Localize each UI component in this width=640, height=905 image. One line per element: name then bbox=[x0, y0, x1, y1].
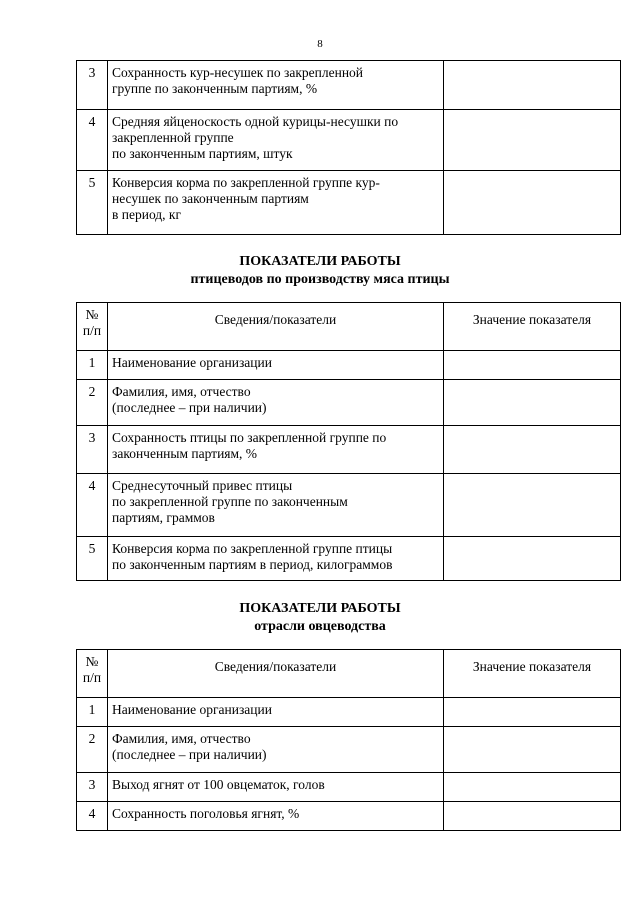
table-row bbox=[77, 61, 621, 110]
indicator-line: несушек по законченным партиям bbox=[112, 191, 309, 206]
indicator-cell bbox=[108, 537, 444, 581]
indicator-line: Фамилия, имя, отчество bbox=[112, 731, 251, 746]
table-row bbox=[77, 380, 621, 426]
indicator-line: Средняя яйценоскость одной курицы-несушки по bbox=[112, 114, 399, 129]
indicator-cell bbox=[108, 698, 444, 727]
page-number: 8 bbox=[317, 38, 323, 50]
table-row bbox=[77, 426, 621, 474]
value-cell[interactable] bbox=[444, 380, 621, 426]
indicator-cell bbox=[108, 727, 444, 773]
row-number: 2 bbox=[77, 727, 108, 773]
indicator-line: в период, кг bbox=[112, 207, 182, 222]
indicator-line: Среднесуточный привес птицы bbox=[112, 478, 293, 493]
indicator-line: по законченным партиям, штук bbox=[112, 146, 293, 161]
section-subtitle: отрасли овцеводства bbox=[254, 619, 386, 634]
indicator-line: по законченным партиям в период, килограммов bbox=[112, 557, 393, 572]
indicator-line: (последнее – при наличии) bbox=[112, 400, 267, 415]
value-cell[interactable] bbox=[444, 61, 621, 110]
indicator-cell bbox=[108, 171, 444, 235]
indicator-line: Выход ягнят от 100 овцематок, голов bbox=[112, 777, 325, 792]
indicator-cell bbox=[108, 61, 444, 110]
header-value: Значение показателя bbox=[444, 650, 621, 698]
table-row bbox=[77, 537, 621, 581]
indicator-line: Сохранность кур-несушек по закрепленной bbox=[112, 65, 364, 80]
indicator-cell bbox=[108, 474, 444, 537]
row-number: 5 bbox=[77, 537, 108, 581]
row-number: 3 bbox=[77, 61, 108, 110]
section-subtitle: птицеводов по производству мяса птицы bbox=[190, 272, 450, 287]
row-number: 5 bbox=[77, 171, 108, 235]
indicator-line: закрепленной группе bbox=[112, 130, 234, 145]
section-title: ПОКАЗАТЕЛИ РАБОТЫ bbox=[239, 601, 401, 616]
header-indicators: Сведения/показатели bbox=[108, 303, 444, 351]
table-header-row bbox=[77, 650, 621, 698]
indicator-line: Сохранность птицы по закрепленной группе по bbox=[112, 430, 387, 445]
indicator-line: по закрепленной группе по законченным bbox=[112, 494, 348, 509]
header-num bbox=[77, 303, 108, 351]
row-number: 4 bbox=[77, 802, 108, 831]
value-cell[interactable] bbox=[444, 171, 621, 235]
value-cell[interactable] bbox=[444, 698, 621, 727]
row-number: 3 bbox=[77, 426, 108, 474]
header-num-line: № bbox=[85, 307, 99, 322]
indicator-line: (последнее – при наличии) bbox=[112, 747, 267, 762]
table-row bbox=[77, 698, 621, 727]
indicator-line: Наименование организации bbox=[112, 355, 272, 370]
table-row bbox=[77, 474, 621, 537]
value-cell[interactable] bbox=[444, 727, 621, 773]
sheep-farming-table bbox=[76, 649, 621, 831]
value-cell[interactable] bbox=[444, 537, 621, 581]
value-cell[interactable] bbox=[444, 110, 621, 171]
header-indicators: Сведения/показатели bbox=[108, 650, 444, 698]
value-cell[interactable] bbox=[444, 773, 621, 802]
header-num-line: п/п bbox=[82, 323, 102, 338]
table-row bbox=[77, 727, 621, 773]
value-cell[interactable] bbox=[444, 351, 621, 380]
value-cell[interactable] bbox=[444, 426, 621, 474]
header-num-line: п/п bbox=[82, 670, 102, 685]
row-number: 3 bbox=[77, 773, 108, 802]
indicator-line: Конверсия корма по закрепленной группе птицы bbox=[112, 541, 393, 556]
row-number: 1 bbox=[77, 351, 108, 380]
indicator-cell bbox=[108, 380, 444, 426]
row-number: 4 bbox=[77, 474, 108, 537]
table-row bbox=[77, 171, 621, 235]
header-num-line: № bbox=[85, 654, 99, 669]
row-number: 1 bbox=[77, 698, 108, 727]
indicator-line: Конверсия корма по закрепленной группе кур- bbox=[112, 175, 380, 190]
indicator-line: группе по законченным партиям, % bbox=[112, 81, 318, 96]
indicator-line: законченным партиям, % bbox=[112, 446, 258, 461]
indicator-cell bbox=[108, 110, 444, 171]
indicator-line: Фамилия, имя, отчество bbox=[112, 384, 251, 399]
section-title: ПОКАЗАТЕЛИ РАБОТЫ bbox=[239, 254, 401, 269]
table-header-row bbox=[77, 303, 621, 351]
indicator-cell bbox=[108, 773, 444, 802]
table-row bbox=[77, 110, 621, 171]
table-row bbox=[77, 351, 621, 380]
poultry-meat-table bbox=[76, 302, 621, 581]
indicator-cell bbox=[108, 426, 444, 474]
indicator-line: Наименование организации bbox=[112, 702, 272, 717]
value-cell[interactable] bbox=[444, 802, 621, 831]
table-row bbox=[77, 773, 621, 802]
row-number: 4 bbox=[77, 110, 108, 171]
row-number: 2 bbox=[77, 380, 108, 426]
header-value: Значение показателя bbox=[444, 303, 621, 351]
laying-hens-table bbox=[76, 60, 621, 235]
indicator-cell bbox=[108, 802, 444, 831]
indicator-cell bbox=[108, 351, 444, 380]
indicator-line: партиям, граммов bbox=[112, 510, 215, 525]
header-num bbox=[77, 650, 108, 698]
table-row bbox=[77, 802, 621, 831]
indicator-line: Сохранность поголовья ягнят, % bbox=[112, 806, 300, 821]
value-cell[interactable] bbox=[444, 474, 621, 537]
